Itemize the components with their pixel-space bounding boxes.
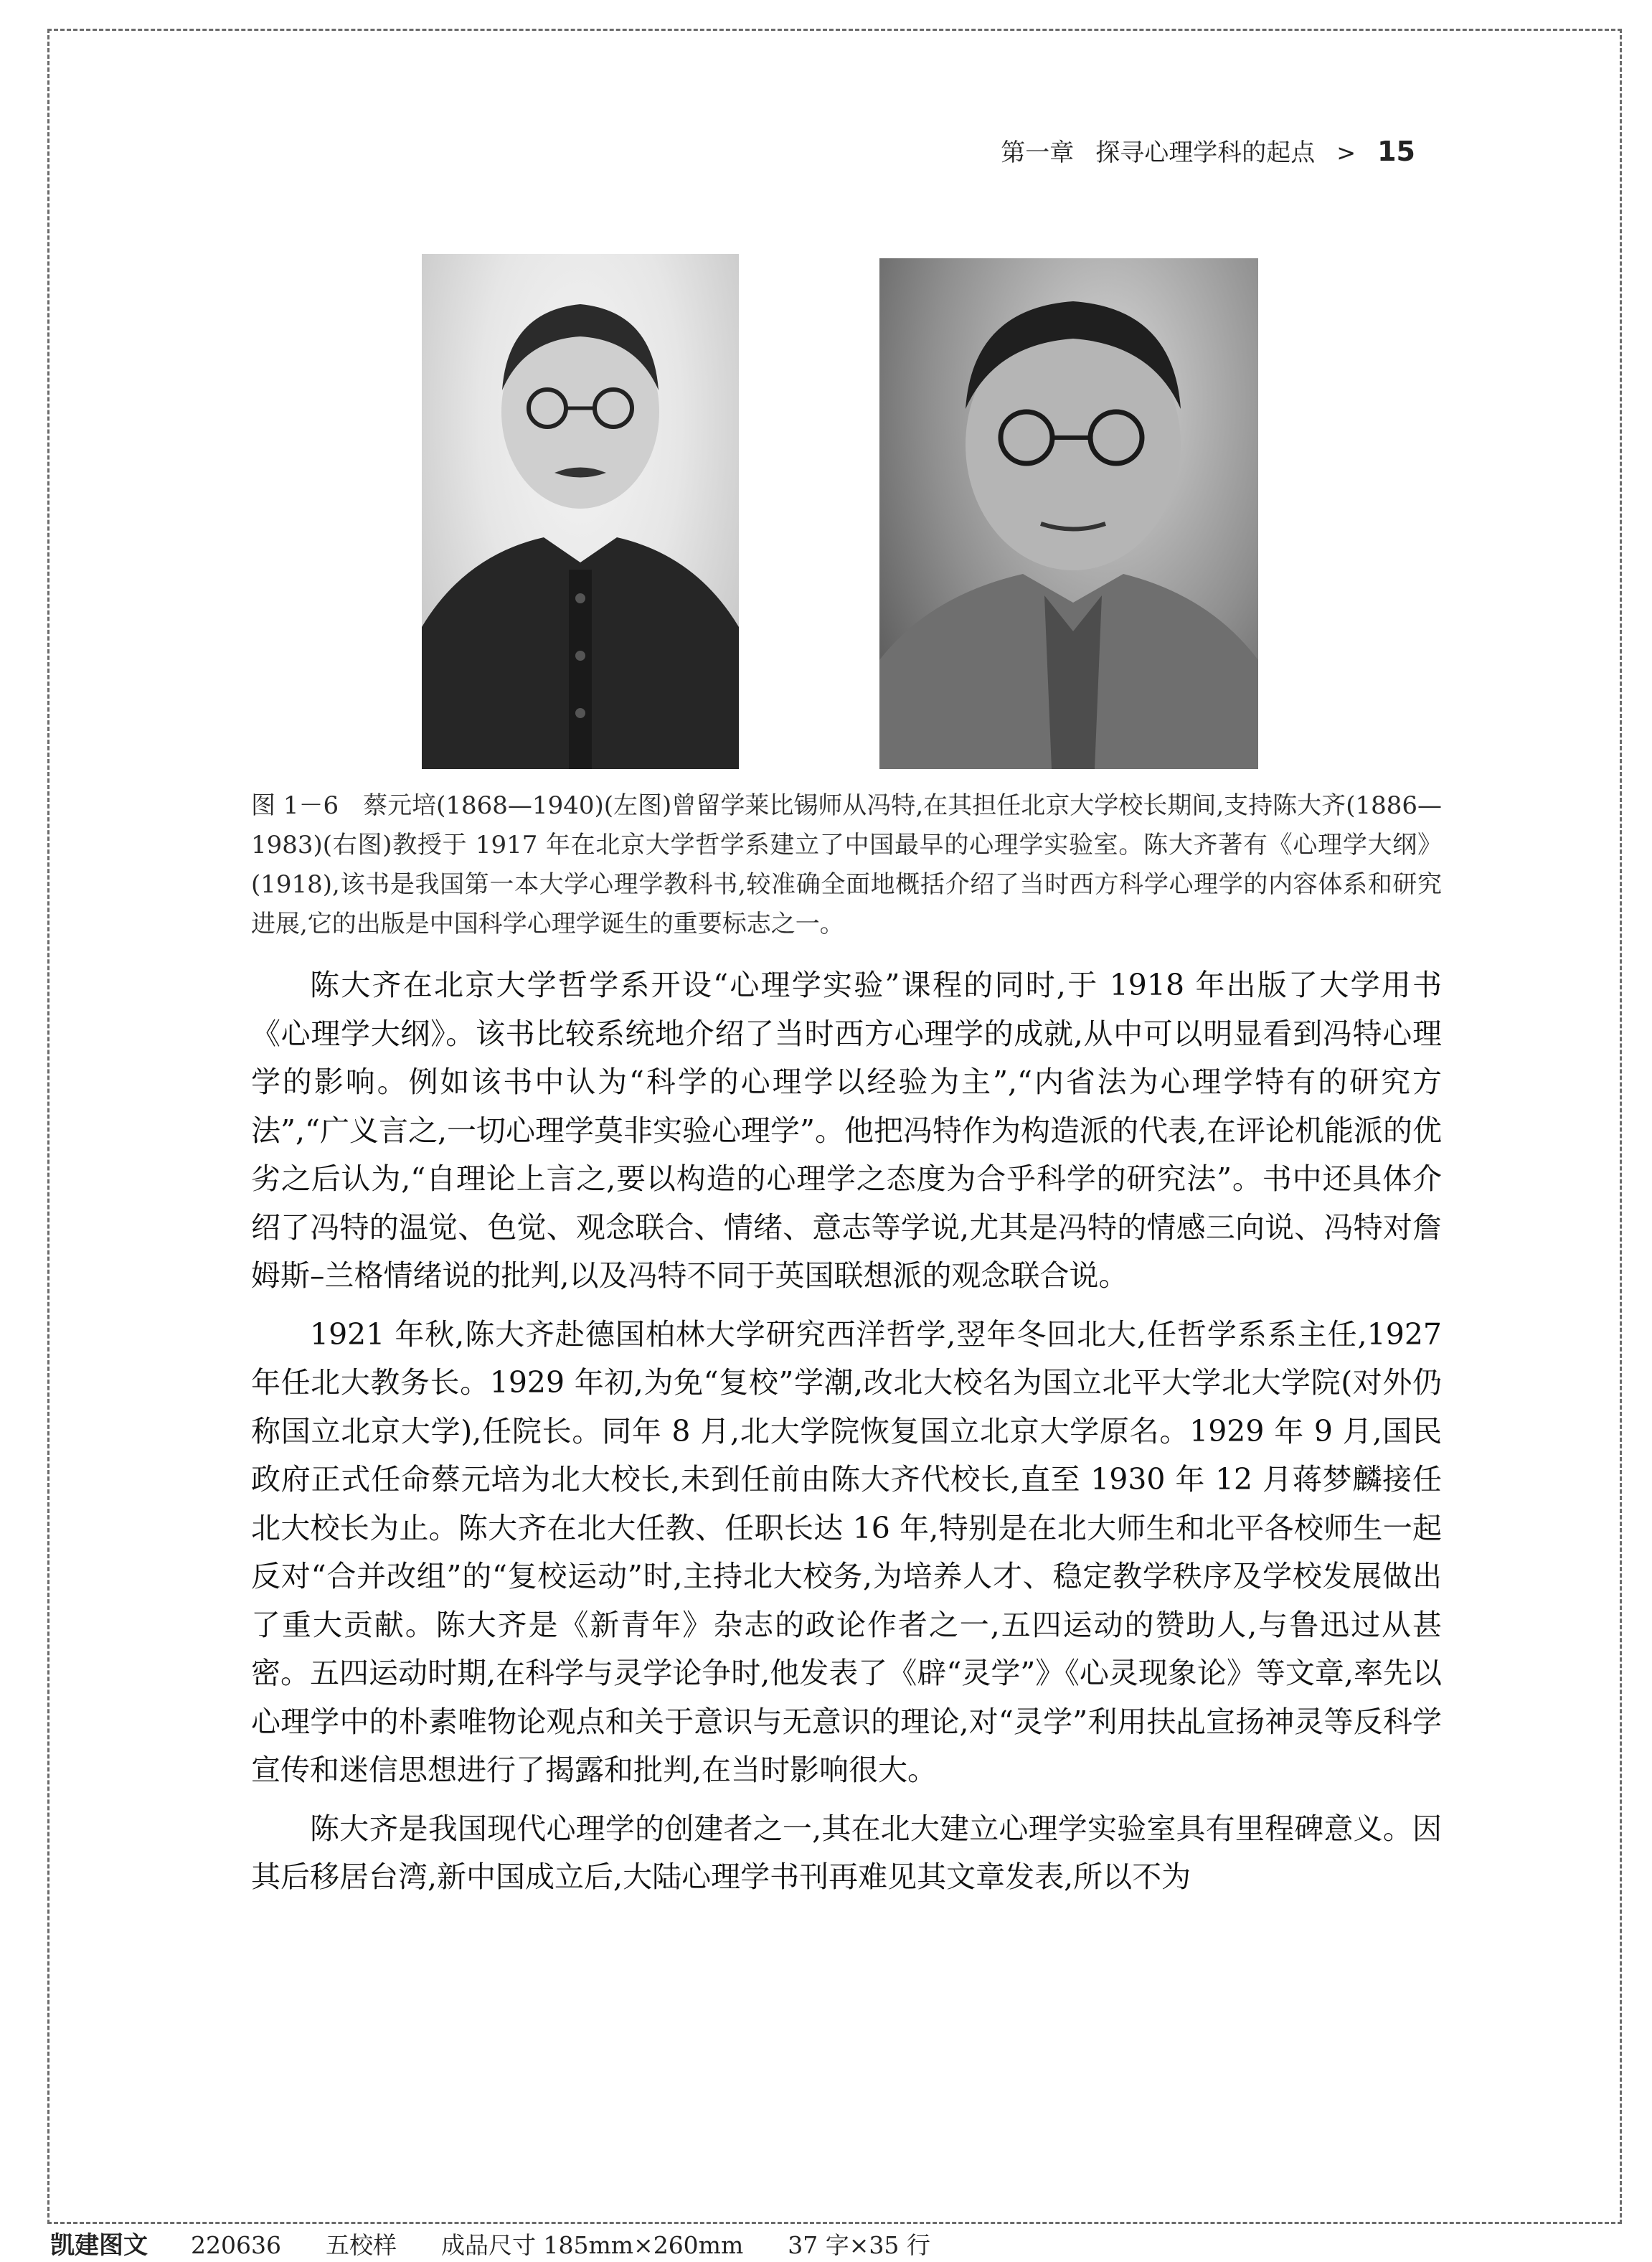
portrait-photo-left: [422, 254, 739, 769]
page-number: 15: [1377, 136, 1415, 167]
figure-caption: 图 1－6 蔡元培(1868—1940)(左图)曾留学莱比锡师从冯特,在其担任北京大学校长期间,支持陈大齐(1886—1983)(右图)教授于 1917 年在北京大学哲学系建立了中国最早的心理学实验室。陈大齐著有《心理学大纲》(1918),该书是我国第一本大学心理学教科书,较准确全面地概括介绍了当时西方科学心理学的内容体系和研究进展,它的出版是中国科学心理学诞生的重要标志之一。: [251, 791, 1442, 938]
chapter-label: 第一章: [1001, 138, 1075, 167]
paragraph: 陈大齐在北京大学哲学系开设“心理学实验”课程的同时,于 1918 年出版了大学用书《心理学大纲》。该书比较系统地介绍了当时西方心理学的成就,从中可以明显看到冯特心理学的影响。例如该书中认为“科学的心理学以经验为主”,“内省法为心理学特有的研究方法”,“广义言之,一切心理学莫非实验心理学”。他把冯特作为构造派的代表,在评论机能派的优劣之后认为,“自理论上言之,要以构造的心理学之态度为合乎科学的研究法”。书中还具体介绍了冯特的温觉、色觉、观念联合、情绪、意志等学说,尤其是冯特的情感三向说、冯特对詹姆斯–兰格情绪说的批判,以及冯特不同于英国联想派的观念联合说。: [251, 968, 1442, 1293]
print-footer: [50, 2225, 975, 2261]
trim-size: 成品尺寸 185mm×260mm: [440, 2231, 744, 2259]
job-code: 220636: [191, 2231, 281, 2259]
chapter-title: 探寻心理学科的起点: [1095, 138, 1316, 167]
chevron-right-icon: >: [1336, 139, 1356, 166]
paragraph: 1921 年秋,陈大齐赴德国柏林大学研究西洋哲学,翌年冬回北大,任哲学系系主任,1927 年任北大教务长。1929 年初,为免“复校”学潮,改北大校名为国立北平大学北大学院(对外仍称国立北京大学),任院长。同年 8 月,北大学院恢复国立北京大学原名。1929 年 9 月,国民政府正式任命蔡元培为北大校长,未到任前由陈大齐代校长,直至 1930 年 12 月蒋梦麟接任北大校长为止。陈大齐在北大任教、任职长达 16 年,特别是在北大师生和北平各校师生一起反对“合并改组”的“复校运动”时,主持北大校务,为培养人才、稳定教学秩序及学校发展做出了重大贡献。陈大齐是《新青年》杂志的政论作者之一,五四运动的赞助人,与鲁迅过从甚密。五四运动时期,在科学与灵学论争时,他发表了《辟“灵学”》《心灵现象论》等文章,率先以心理学中的朴素唯物论观点和关于意识与无意识的理论,对“灵学”利用扶乩宣扬神灵等反科学宣传和迷信思想进行了揭露和批判,在当时影响很大。: [251, 1316, 1442, 1787]
proof-stage: 五校样: [325, 2231, 397, 2259]
paragraph: 陈大齐是我国现代心理学的创建者之一,其在北大建立心理学实验室具有里程碑意义。因其后移居台湾,新中国成立后,大陆心理学书刊再难见其文章发表,所以不为: [251, 1811, 1442, 1894]
layout-spec: 37 字×35 行: [788, 2231, 930, 2259]
printer-brand: 凯建图文: [50, 2231, 148, 2260]
body-text: [251, 961, 1442, 1912]
portrait-photo-right: [879, 258, 1258, 769]
running-head: [1001, 133, 1415, 168]
